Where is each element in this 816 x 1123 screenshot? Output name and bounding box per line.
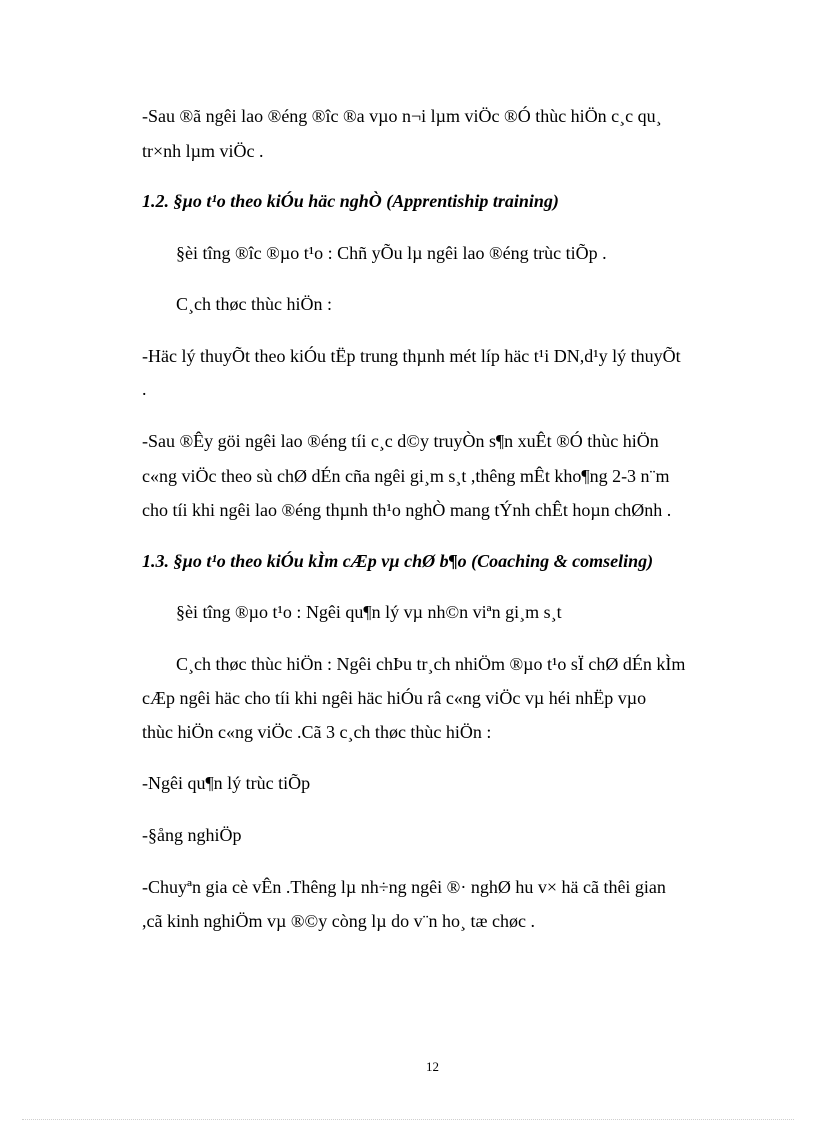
page-bottom-rule: [22, 1119, 794, 1120]
paragraph-line: cÆp ngêi häc cho tíi khi ngêi häc hiÓu râ c«ng viÖc vµ héi nhËp vµo: [142, 688, 647, 708]
page-number: 12: [426, 1059, 439, 1074]
paragraph-line: C¸ch thøc thùc hiÖn :: [176, 294, 332, 314]
paragraph-line: tr×nh lµm viÖc .: [142, 141, 264, 161]
paragraph-line: c«ng viÖc theo sù chØ dÉn cña ngêi gi¸m s¸t ,thêng mÊt kho¶ng 2-3 n¨m: [142, 466, 670, 486]
list-item: -Ngêi qu¶n lý trùc tiÕp: [142, 773, 311, 793]
section-heading-1-3: 1.3. §µo t¹o theo kiÓu kÌm cÆp vµ chØ b¶o (Coaching & comseling): [142, 551, 654, 571]
paragraph-line: -Häc lý thuyÕt theo kiÓu tËp trung thµnh mét líp häc t¹i DN,d¹y lý thuyÕt: [142, 346, 681, 366]
paragraph-line: §èi tîng ®µo t¹o : Ngêi qu¶n lý vµ nh©n viªn gi¸m s¸t: [176, 602, 562, 622]
paragraph-line: -Sau ®Êy göi ngêi lao ®éng tíi c¸c d©y truyÒn s¶n xuÊt ®Ó thùc hiÖn: [142, 431, 659, 451]
list-item: -Chuyªn gia cè vÊn .Thêng lµ nh÷ng ngêi ®· nghØ hu v× hä cã thêi gian: [142, 877, 666, 897]
paragraph-line: thùc hiÖn c«ng viÖc .Cã 3 c¸ch thøc thùc hiÖn :: [142, 722, 492, 742]
paragraph-line: -Sau ®ã ngêi lao ®éng ®îc ®a vµo n¬i lµm viÖc ®Ó thùc hiÖn c¸c qu¸: [142, 106, 662, 126]
paragraph-line: C¸ch thøc thùc hiÖn : Ngêi chÞu tr¸ch nhiÖm ®µo t¹o sÏ chØ dÉn kÌm: [176, 654, 686, 674]
paragraph-line: §èi tîng ®îc ®µo t¹o : Chñ yÕu lµ ngêi lao ®éng trùc tiÕp .: [176, 243, 607, 263]
paragraph-line: .: [142, 379, 147, 399]
list-item: -§ång nghiÖp: [142, 825, 242, 845]
section-heading-1-2: 1.2. §µo t¹o theo kiÓu häc nghÒ (Apprentiship training): [142, 191, 559, 211]
paragraph-line: ,cã kinh nghiÖm vµ ®©y còng lµ do v¨n ho¸ tæ chøc .: [142, 911, 536, 931]
paragraph-line: cho tíi khi ngêi lao ®éng thµnh th¹o nghÒ mang tÝnh chÊt hoµn chØnh .: [142, 500, 672, 520]
